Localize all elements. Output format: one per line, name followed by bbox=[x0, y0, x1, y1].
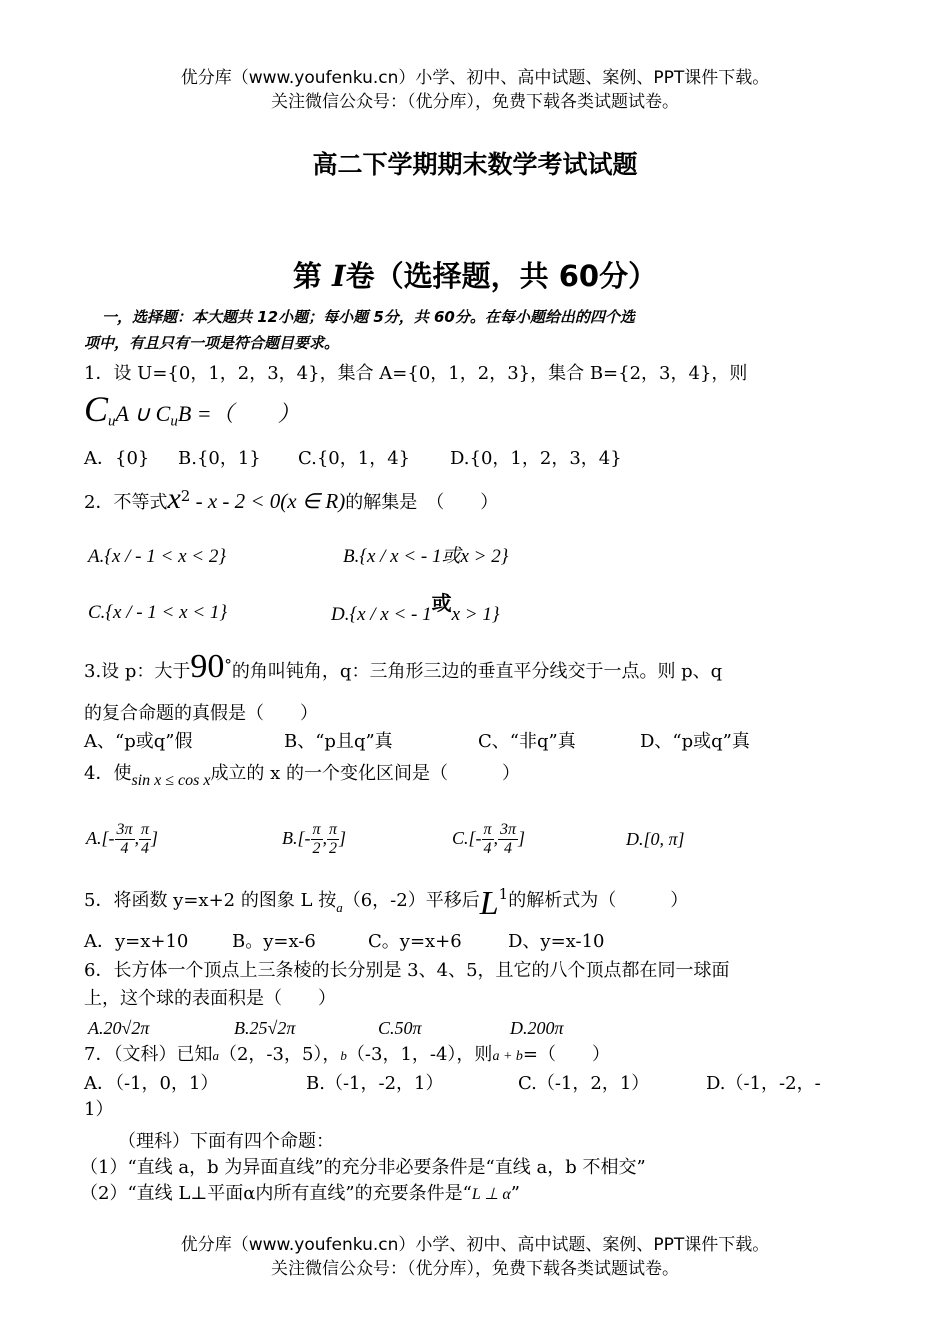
q4-option-b-comma: , bbox=[322, 828, 328, 848]
q7-stem bbox=[84, 1042, 610, 1070]
q7-science-intro: （理科）下面有四个命题： bbox=[118, 1131, 334, 1152]
q7-option-a: A．（-1，0，1） bbox=[84, 1073, 219, 1094]
q4-expression: sin x ≤ cos x bbox=[131, 772, 211, 789]
q1-options bbox=[84, 446, 622, 472]
q1-mid: A ∪ C bbox=[115, 401, 171, 426]
q5-stem-post: 的解析式为（ ） bbox=[508, 890, 689, 911]
q3-option-d: D、“p或q”真 bbox=[640, 731, 750, 752]
q7-sum: a + b bbox=[492, 1049, 523, 1064]
q4-option-b-den-2: 2 bbox=[329, 839, 338, 857]
q2-option-d-post: x > 1} bbox=[451, 604, 500, 625]
q3-stem-pre: 3.设 p：大于 bbox=[84, 661, 191, 682]
q4-stem bbox=[84, 761, 520, 788]
q4-option-b bbox=[282, 818, 346, 859]
q5-options bbox=[84, 929, 605, 955]
q7-a-value: （2，-3，5）， bbox=[218, 1044, 341, 1065]
q5-stem-mid: （6，-2）平移后 bbox=[342, 890, 480, 911]
q5-stem-pre: 5．将函数 y=x+2 的图象 L 按 bbox=[84, 890, 337, 911]
q2-x: x bbox=[167, 482, 181, 515]
q2-option-c: C.{x / - 1 < x < 1} bbox=[88, 602, 227, 623]
q3-option-a: A、“p或q”假 bbox=[84, 731, 193, 752]
q4-option-c-den-1: 4 bbox=[483, 839, 492, 857]
q6-line-1: 6．长方体一个顶点上三条棱的长分别是 3、4、5，且它的八个顶点都在同一球面 bbox=[84, 960, 730, 981]
q2-option-d bbox=[331, 590, 499, 626]
q4-option-c-comma: , bbox=[493, 828, 499, 848]
q4-option-c-den-2: 4 bbox=[504, 839, 513, 857]
q2-option-d-pre: D.{x / x < - 1 bbox=[331, 604, 432, 625]
q4-option-b-frac-1 bbox=[311, 821, 323, 858]
q5-L-sup: 1 bbox=[498, 885, 509, 903]
q4-stem-pre: 4．使 bbox=[84, 763, 132, 784]
q1-expression bbox=[84, 389, 300, 440]
q3-option-b: B、“p且q”真 bbox=[284, 731, 393, 752]
q4-option-a-frac-1 bbox=[115, 821, 135, 858]
q7-vector-b: b bbox=[340, 1048, 347, 1063]
q7-option-c: C.（-1，2，1） bbox=[518, 1073, 650, 1094]
q4-option-a-comma: , bbox=[134, 828, 140, 848]
q2-stem-pre: 2．不等式 bbox=[84, 492, 168, 513]
q4-option-a-den-1: 4 bbox=[120, 839, 129, 857]
q4-option-c-frac-1 bbox=[482, 821, 494, 858]
q6-line-2: 上，这个球的表面积是（ ） bbox=[84, 988, 336, 1009]
q4-option-b-num-2: π bbox=[329, 820, 338, 838]
q3-options bbox=[84, 729, 750, 755]
q2-option-b: B.{x / x < - 1或x > 2} bbox=[343, 546, 509, 567]
q2-stem-post: 的解集是 （ ） bbox=[345, 492, 499, 513]
q7-vector-a: a bbox=[212, 1048, 219, 1063]
q4-option-c-close: ] bbox=[518, 828, 526, 848]
section-suffix: 卷（选择题，共 60分） bbox=[345, 259, 658, 293]
q4-option-a-num-2: π bbox=[141, 820, 150, 838]
q4-option-a bbox=[86, 818, 158, 859]
q1-option-b: B.{0，1} bbox=[178, 448, 261, 469]
q3-angle: 90 bbox=[190, 648, 225, 685]
section-heading bbox=[0, 254, 950, 295]
q4-option-c bbox=[452, 818, 525, 859]
q4-option-b-den-1: 2 bbox=[312, 839, 321, 857]
q2-stem bbox=[84, 483, 498, 516]
q7-option-d-wrap: 1） bbox=[84, 1099, 114, 1120]
q4-option-c-frac-2 bbox=[498, 821, 518, 858]
q4-option-c-num-2: 3π bbox=[500, 820, 517, 838]
q6-option-d: D.200π bbox=[510, 1018, 564, 1038]
page-title: 高二下学期期末数学考试试题 bbox=[312, 150, 638, 179]
q5-option-d: D、y=x-10 bbox=[508, 931, 605, 952]
q4-option-a-close: ] bbox=[151, 828, 159, 848]
q5-option-a: A．y=x+10 bbox=[84, 931, 189, 952]
q7-stem-pre: 7．（文科）已知 bbox=[84, 1044, 213, 1065]
q7-option-b: B.（-1，-2，1） bbox=[306, 1073, 444, 1094]
q2-option-d-or: 或 bbox=[431, 591, 452, 615]
q4-option-c-pre: C.[- bbox=[452, 828, 482, 848]
q1-option-a: A．{0} bbox=[84, 448, 150, 469]
q2-exponent: 2 bbox=[180, 487, 191, 505]
q4-option-b-close: ] bbox=[339, 828, 347, 848]
q3-line-2: 的复合命题的真假是（ ） bbox=[84, 703, 318, 724]
q4-option-b-frac-2 bbox=[327, 821, 339, 858]
q7-proposition-2 bbox=[80, 1181, 520, 1208]
q6-option-b: B.25√2π bbox=[234, 1018, 296, 1038]
instructions-line-2: 项中，有且只有一项是符合题目要求。 bbox=[84, 334, 340, 352]
q3-degree: ° bbox=[224, 656, 232, 674]
q4-option-a-pre: A.[- bbox=[86, 828, 115, 848]
q6-option-c: C.50π bbox=[378, 1018, 422, 1038]
q1-stem: 1．设 U={0，1，2，3，4}，集合 A={0，1，2，3}，集合 B={2，3，4}，则 bbox=[84, 363, 748, 384]
footer-line-1: 优分库（www.youfenku.cn）小学、初中、高中试题、案例、PPT课件下载。 bbox=[180, 1235, 770, 1255]
instructions-line-1: 一，选择题：本大题共 12小题；每小题 5分，共 60分。在每小题给出的四个选 bbox=[102, 308, 635, 326]
q4-option-b-pre: B.[- bbox=[282, 828, 311, 848]
header-line-1: 优分库（www.youfenku.cn）小学、初中、高中试题、案例、PPT课件下载。 bbox=[180, 68, 770, 88]
q7-proposition-1: （1）“直线 a，b 为异面直线”的充分非必要条件是“直线 a，b 不相交” bbox=[80, 1157, 646, 1178]
q4-option-b-num-1: π bbox=[312, 820, 321, 838]
header-line-2: 关注微信公众号：（优分库），免费下载各类试题试卷。 bbox=[271, 92, 679, 112]
q5-option-b: B。y=x-6 bbox=[232, 931, 316, 952]
q1-sub-u-2: u bbox=[170, 413, 178, 430]
q4-option-a-den-2: 4 bbox=[141, 839, 150, 857]
q3-stem-post: 的角叫钝角，q：三角形三边的垂直平分线交于一点。则 p、q bbox=[231, 661, 723, 682]
q7-options bbox=[84, 1071, 821, 1097]
q1-option-c: C.{0，1，4} bbox=[298, 448, 411, 469]
q4-stem-post: 成立的 x 的一个变化区间是（ ） bbox=[210, 763, 521, 784]
q5-option-c: C。y=x+6 bbox=[368, 931, 462, 952]
section-roman: I bbox=[332, 259, 346, 293]
q1-sub-u: u bbox=[108, 413, 116, 430]
q7-proposition-2-post: ” bbox=[510, 1183, 520, 1204]
q4-option-a-frac-2 bbox=[139, 821, 151, 858]
q5-stem bbox=[84, 881, 688, 921]
q6-option-a: A.20√2π bbox=[88, 1018, 150, 1038]
q1-option-d: D.{0，1，2，3，4} bbox=[450, 448, 622, 469]
q6-options bbox=[88, 1015, 564, 1041]
q7-b-value: （-3，1，-4），则 bbox=[346, 1044, 493, 1065]
q5-L: L bbox=[479, 885, 499, 922]
q2-option-a: A.{x / - 1 < x < 2} bbox=[88, 546, 226, 567]
q7-proposition-2-pre: （2）“直线 L⊥平面α内所有直线”的充要条件是“ bbox=[80, 1183, 472, 1204]
q5-vector-a: a bbox=[336, 900, 343, 915]
q3-option-c: C、“非q”真 bbox=[478, 731, 576, 752]
section-prefix: 第 bbox=[292, 259, 322, 293]
q7-option-d: D.（-1，-2，- bbox=[706, 1073, 821, 1094]
q4-option-a-num-1: 3π bbox=[116, 820, 133, 838]
q7-proposition-2-expr: L ⊥ α bbox=[471, 1186, 511, 1203]
q4-option-c-num-1: π bbox=[483, 820, 492, 838]
footer-line-2: 关注微信公众号：（优分库），免费下载各类试题试卷。 bbox=[271, 1259, 679, 1279]
q1-complement-c: C bbox=[84, 389, 109, 429]
q2-inequality: - x - 2 < 0(x ∈ R) bbox=[190, 489, 346, 513]
q7-stem-post: =（ ） bbox=[522, 1044, 610, 1065]
q3-stem bbox=[84, 648, 723, 692]
q1-end: B =（ ） bbox=[177, 401, 300, 426]
q4-option-d: D.[0, π] bbox=[626, 829, 685, 849]
